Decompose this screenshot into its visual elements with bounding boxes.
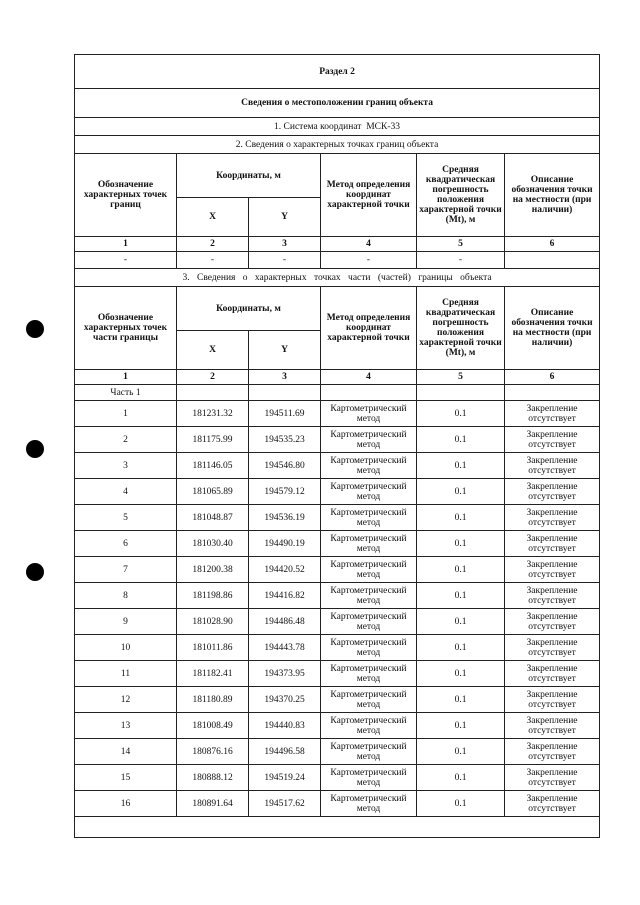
point-number-cell: 11 <box>75 661 177 687</box>
s2-column-numbers <box>75 237 600 252</box>
x-coordinate-cell: 181011.86 <box>177 635 249 661</box>
boundary-coordinates-table <box>74 54 600 838</box>
s2-cell: - <box>249 252 321 269</box>
point-number-cell: 6 <box>75 531 177 557</box>
point-number-cell: 12 <box>75 687 177 713</box>
x-coordinate-cell: 181008.49 <box>177 713 249 739</box>
table-row <box>75 687 600 713</box>
s2-col-number: 3 <box>249 237 321 252</box>
table-row <box>75 453 600 479</box>
method-cell: Картометрический метод <box>321 427 417 453</box>
error-cell: 0.1 <box>417 635 505 661</box>
x-coordinate-cell: 181146.05 <box>177 453 249 479</box>
empty-cell <box>249 385 321 401</box>
coord-system-value: МСК-33 <box>366 121 401 132</box>
s2-empty-row <box>75 252 600 269</box>
y-coordinate-cell: 194490.19 <box>249 531 321 557</box>
empty-cell <box>417 385 505 401</box>
error-cell: 0.1 <box>417 739 505 765</box>
point-number-cell: 8 <box>75 583 177 609</box>
y-coordinate-cell: 194535.23 <box>249 427 321 453</box>
s2-col-number: 2 <box>177 237 249 252</box>
s3-col-number: 5 <box>417 370 505 385</box>
method-cell: Картометрический метод <box>321 713 417 739</box>
s3-header-error: Средняя квадратическая погрешность положения характерной точки (Mt), м <box>417 287 505 370</box>
y-coordinate-cell: 194536.19 <box>249 505 321 531</box>
x-coordinate-cell: 181048.87 <box>177 505 249 531</box>
description-cell: Закрепление отсутствует <box>505 583 600 609</box>
point-number-cell: 2 <box>75 427 177 453</box>
x-coordinate-cell: 180876.16 <box>177 739 249 765</box>
table-row <box>75 765 600 791</box>
table-row <box>75 531 600 557</box>
method-cell: Картометрический метод <box>321 401 417 427</box>
x-coordinate-cell: 181182.41 <box>177 661 249 687</box>
table-row <box>75 583 600 609</box>
s2-cell <box>505 252 600 269</box>
method-cell: Картометрический метод <box>321 453 417 479</box>
point-number-cell: 4 <box>75 479 177 505</box>
description-cell: Закрепление отсутствует <box>505 401 600 427</box>
s2-col-number: 5 <box>417 237 505 252</box>
error-cell: 0.1 <box>417 557 505 583</box>
description-cell: Закрепление отсутствует <box>505 635 600 661</box>
y-coordinate-cell: 194517.62 <box>249 791 321 817</box>
s3-header-designation: Обозначение характерных точек части границы <box>75 287 177 370</box>
s2-header-coords: Координаты, м <box>177 154 321 198</box>
description-cell: Закрепление отсутствует <box>505 453 600 479</box>
s3-header-description: Описание обозначения точки на местности (при наличии) <box>505 287 600 370</box>
s2-cell: - <box>75 252 177 269</box>
description-cell: Закрепление отсутствует <box>505 427 600 453</box>
y-coordinate-cell: 194496.58 <box>249 739 321 765</box>
method-cell: Картометрический метод <box>321 687 417 713</box>
s3-col-number: 2 <box>177 370 249 385</box>
s2-col-number: 6 <box>505 237 600 252</box>
table-row <box>75 479 600 505</box>
y-coordinate-cell: 194440.83 <box>249 713 321 739</box>
point-number-cell: 13 <box>75 713 177 739</box>
y-coordinate-cell: 194370.25 <box>249 687 321 713</box>
s2-header-y: Y <box>249 198 321 237</box>
method-cell: Картометрический метод <box>321 739 417 765</box>
s2-cell: - <box>177 252 249 269</box>
empty-cell <box>75 817 600 838</box>
point-number-cell: 5 <box>75 505 177 531</box>
point-number-cell: 7 <box>75 557 177 583</box>
method-cell: Картометрический метод <box>321 609 417 635</box>
point-number-cell: 10 <box>75 635 177 661</box>
method-cell: Картометрический метод <box>321 505 417 531</box>
x-coordinate-cell: 181175.99 <box>177 427 249 453</box>
method-cell: Картометрический метод <box>321 557 417 583</box>
point-number-cell: 9 <box>75 609 177 635</box>
table-row <box>75 713 600 739</box>
table-row <box>75 635 600 661</box>
s3-col-number: 4 <box>321 370 417 385</box>
s3-header-x: X <box>177 331 249 370</box>
error-cell: 0.1 <box>417 687 505 713</box>
table-row <box>75 427 600 453</box>
table-row <box>75 609 600 635</box>
s2-cell: - <box>417 252 505 269</box>
section2-title: 2. Сведения о характерных точках границ объекта <box>75 136 600 154</box>
table-row <box>75 401 600 427</box>
point-number-cell: 14 <box>75 739 177 765</box>
s3-column-numbers <box>75 370 600 385</box>
point-number-cell: 1 <box>75 401 177 427</box>
y-coordinate-cell: 194373.95 <box>249 661 321 687</box>
punch-hole-bottom <box>26 563 44 581</box>
s2-cell: - <box>321 252 417 269</box>
y-coordinate-cell: 194579.12 <box>249 479 321 505</box>
punch-hole-top <box>26 320 44 338</box>
method-cell: Картометрический метод <box>321 791 417 817</box>
punch-hole-middle <box>26 440 44 458</box>
s3-header-y: Y <box>249 331 321 370</box>
point-number-cell: 15 <box>75 765 177 791</box>
method-cell: Картометрический метод <box>321 765 417 791</box>
error-cell: 0.1 <box>417 479 505 505</box>
table-footer-row <box>75 817 600 838</box>
description-cell: Закрепление отсутствует <box>505 479 600 505</box>
point-number-cell: 16 <box>75 791 177 817</box>
x-coordinate-cell: 181065.89 <box>177 479 249 505</box>
coord-system-row <box>75 118 600 136</box>
coord-system-label: 1. Система координат <box>274 121 362 132</box>
empty-cell <box>321 385 417 401</box>
error-cell: 0.1 <box>417 531 505 557</box>
y-coordinate-cell: 194486.48 <box>249 609 321 635</box>
x-coordinate-cell: 181200.38 <box>177 557 249 583</box>
description-cell: Закрепление отсутствует <box>505 739 600 765</box>
x-coordinate-cell: 181180.89 <box>177 687 249 713</box>
s3-col-number: 1 <box>75 370 177 385</box>
y-coordinate-cell: 194511.69 <box>249 401 321 427</box>
description-cell: Закрепление отсутствует <box>505 531 600 557</box>
error-cell: 0.1 <box>417 609 505 635</box>
method-cell: Картометрический метод <box>321 583 417 609</box>
part-row <box>75 385 600 401</box>
s2-col-number: 1 <box>75 237 177 252</box>
x-coordinate-cell: 180891.64 <box>177 791 249 817</box>
y-coordinate-cell: 194416.82 <box>249 583 321 609</box>
error-cell: 0.1 <box>417 453 505 479</box>
s3-col-number: 6 <box>505 370 600 385</box>
error-cell: 0.1 <box>417 401 505 427</box>
s2-col-number: 4 <box>321 237 417 252</box>
x-coordinate-cell: 180888.12 <box>177 765 249 791</box>
y-coordinate-cell: 194443.78 <box>249 635 321 661</box>
description-cell: Закрепление отсутствует <box>505 557 600 583</box>
method-cell: Картометрический метод <box>321 531 417 557</box>
error-cell: 0.1 <box>417 791 505 817</box>
description-cell: Закрепление отсутствует <box>505 661 600 687</box>
error-cell: 0.1 <box>417 505 505 531</box>
x-coordinate-cell: 181198.86 <box>177 583 249 609</box>
description-cell: Закрепление отсутствует <box>505 713 600 739</box>
s3-header-coords: Координаты, м <box>177 287 321 331</box>
table-row <box>75 791 600 817</box>
s3-col-number: 3 <box>249 370 321 385</box>
table-row <box>75 739 600 765</box>
y-coordinate-cell: 194546.80 <box>249 453 321 479</box>
s3-header-method: Метод определения координат характерной точки <box>321 287 417 370</box>
s2-header-description: Описание обозначения точки на местности (при наличии) <box>505 154 600 237</box>
y-coordinate-cell: 194519.24 <box>249 765 321 791</box>
error-cell: 0.1 <box>417 583 505 609</box>
x-coordinate-cell: 181030.40 <box>177 531 249 557</box>
error-cell: 0.1 <box>417 765 505 791</box>
document-subtitle: Сведения о местоположении границ объекта <box>75 89 600 118</box>
error-cell: 0.1 <box>417 427 505 453</box>
error-cell: 0.1 <box>417 661 505 687</box>
part-label: Часть 1 <box>75 385 177 401</box>
empty-cell <box>177 385 249 401</box>
empty-cell <box>505 385 600 401</box>
table-row <box>75 661 600 687</box>
description-cell: Закрепление отсутствует <box>505 765 600 791</box>
x-coordinate-cell: 181028.90 <box>177 609 249 635</box>
table-row <box>75 505 600 531</box>
s2-header-designation: Обозначение характерных точек границ <box>75 154 177 237</box>
x-coordinate-cell: 181231.32 <box>177 401 249 427</box>
s2-header-method: Метод определения координат характерной точки <box>321 154 417 237</box>
error-cell: 0.1 <box>417 713 505 739</box>
section3-title: 3. Сведения о характерных точках части (частей) границы объекта <box>75 269 600 287</box>
description-cell: Закрепление отсутствует <box>505 687 600 713</box>
table-row <box>75 557 600 583</box>
y-coordinate-cell: 194420.52 <box>249 557 321 583</box>
s2-header-x: X <box>177 198 249 237</box>
point-number-cell: 3 <box>75 453 177 479</box>
section-title: Раздел 2 <box>75 55 600 89</box>
s2-header-error: Средняя квадратическая погрешность положения характерной точки (Mt), м <box>417 154 505 237</box>
description-cell: Закрепление отсутствует <box>505 609 600 635</box>
method-cell: Картометрический метод <box>321 479 417 505</box>
method-cell: Картометрический метод <box>321 661 417 687</box>
method-cell: Картометрический метод <box>321 635 417 661</box>
description-cell: Закрепление отсутствует <box>505 505 600 531</box>
description-cell: Закрепление отсутствует <box>505 791 600 817</box>
